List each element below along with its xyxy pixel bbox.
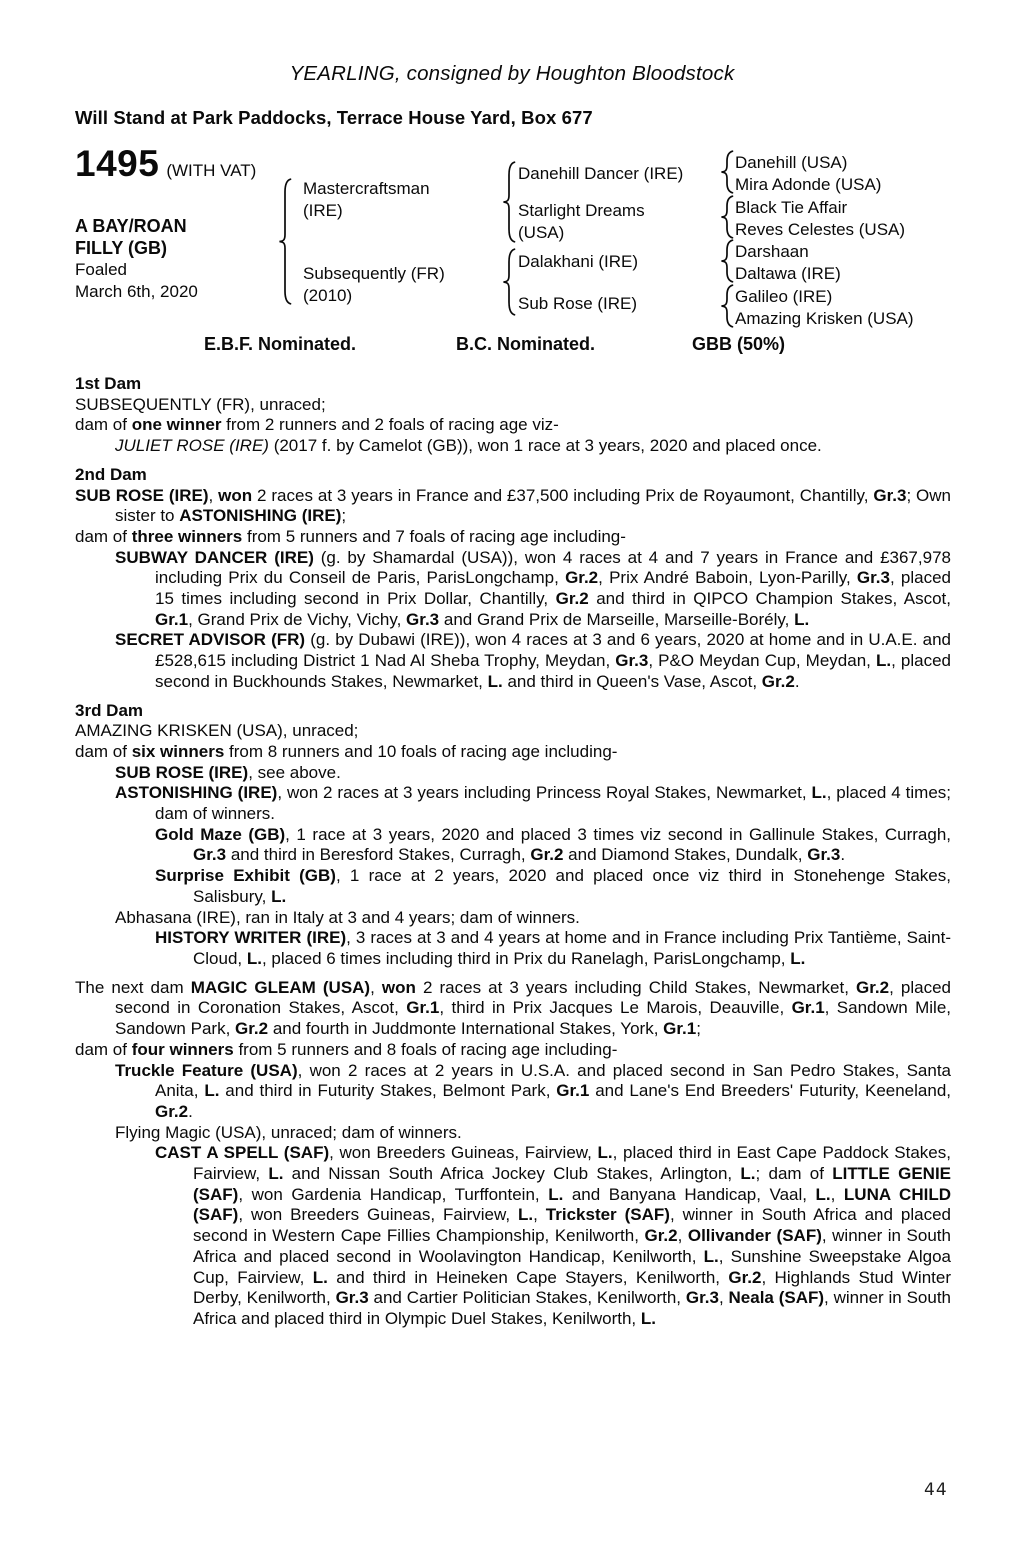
vat-note: (WITH VAT) — [166, 161, 257, 180]
catalog-paragraph: Abhasana (IRE), ran in Italy at 3 and 4 years; dam of winners. — [115, 907, 580, 927]
ebf-nomination: E.B.F. Nominated. — [204, 334, 357, 354]
catalog-paragraph: dam of six winners from 8 runners and 10 foals of racing age including- — [75, 741, 618, 761]
horse-description — [75, 215, 198, 303]
pedigree-tree — [0, 145, 1024, 335]
catalog-paragraph: dam of three winners from 5 runners and 7 foals of racing age including- — [75, 526, 626, 546]
foaled-label: Foaled — [75, 260, 127, 279]
pedigree-brace — [720, 150, 734, 200]
pedigree-gen3-node: Danehill (USA) — [735, 153, 848, 172]
pedigree-gen2-node: Danehill Dancer (IRE) — [518, 164, 684, 183]
catalog-paragraph: SUBWAY DANCER (IRE) (g. by Shamardal (USA)), won 4 races at 4 and 7 years in France and £367,978 including Prix du Conseil de Paris, ParisLongchamp, Gr.2, Prix André Baboin, Lyon-Parilly, Gr.3, placed 15 times including second in Prix Dollar, Chantilly, Gr.2 and third in QIPCO Champion Stakes, Ascot, Gr.1, Grand Prix de Vichy, Vichy, Gr.3 and Grand Prix de Marseille, Marseille-Borély, L. — [115, 547, 952, 629]
pedigree-gen3-node: Daltawa (IRE) — [735, 264, 841, 283]
section-heading: 3rd Dam — [75, 700, 144, 720]
page-title: YEARLING, consigned by Houghton Bloodstock — [289, 62, 735, 85]
catalog-paragraph: JULIET ROSE (IRE) (2017 f. by Camelot (GB)), won 1 race at 3 years, 2020 and placed once. — [115, 436, 822, 456]
pedigree-brace — [720, 239, 734, 289]
pedigree-gen2-node: Sub Rose (IRE) — [518, 294, 638, 313]
pedigree-gen3-node: Galileo (IRE) — [735, 287, 833, 306]
pedigree-gen3-node: Reves Celestes (USA) — [735, 220, 906, 239]
pedigree-dam: Subsequently (FR) (2010) — [303, 264, 445, 305]
pedigree-gen2-node: Dalakhani (IRE) — [518, 252, 638, 271]
pedigree-brace — [278, 178, 292, 311]
catalog-paragraph: Gold Maze (GB), 1 race at 3 years, 2020 and placed 3 times viz second in Gallinule Stakes, Curragh, Gr.3 and third in Beresford Stakes, Curragh, Gr.2 and Diamond Stakes, Dundalk, Gr.3. — [155, 824, 951, 865]
foaled-date: March 6th, 2020 — [75, 282, 198, 301]
catalog-body — [75, 374, 951, 1330]
bc-nomination: B.C. Nominated. — [456, 334, 596, 354]
pedigree-brace — [502, 161, 516, 249]
dam-section — [75, 374, 951, 457]
pedigree-brace — [720, 284, 734, 334]
lot-number: 1495 — [75, 143, 160, 184]
dam-section — [75, 701, 951, 970]
dam-section — [75, 978, 951, 1330]
section-heading: 1st Dam — [75, 374, 142, 393]
gbb-scheme: GBB (50%) — [692, 334, 786, 354]
stand-location: Will Stand at Park Paddocks, Terrace House Yard, Box 677 — [75, 107, 593, 128]
horse-colour-line: A BAY/ROAN — [75, 216, 187, 236]
catalog-paragraph: Flying Magic (USA), unraced; dam of winners. — [115, 1122, 462, 1142]
catalog-paragraph: AMAZING KRISKEN (USA), unraced; — [75, 721, 359, 741]
pedigree-gen2-node: Starlight Dreams (USA) — [518, 201, 645, 242]
catalog-paragraph: Truckle Feature (USA), won 2 races at 2 years in U.S.A. and placed second in San Pedro Stakes, Santa Anita, L. and third in Futurity Stakes, Belmont Park, Gr.1 and Lane's End Breeders' Futurity, Keeneland, Gr.2. — [115, 1060, 952, 1121]
pedigree-gen3-node: Mira Adonde (USA) — [735, 175, 882, 194]
section-heading: 2nd Dam — [75, 464, 147, 484]
page-number: 44 — [924, 1480, 948, 1500]
lot-line — [75, 143, 257, 184]
catalog-paragraph: SUB ROSE (IRE), won 2 races at 3 years in France and £37,500 including Prix de Royaumont, Chantilly, Gr.3; Own sister to ASTONISHING (IRE); — [75, 485, 952, 526]
pedigree-brace — [502, 248, 516, 322]
catalog-paragraph: SUBSEQUENTLY (FR), unraced; — [75, 394, 326, 414]
horse-sex-line: FILLY (GB) — [75, 238, 168, 258]
catalog-paragraph: dam of one winner from 2 runners and 2 foals of racing age viz- — [75, 415, 559, 435]
catalog-paragraph: CAST A SPELL (SAF), won Breeders Guineas, Fairview, L., placed third in East Cape Paddock Stakes, Fairview, L. and Nissan South Africa Jockey Club Stakes, Arlington, L.; dam of LITTLE GENIE (SAF), won Gardenia Handicap, Turffontein, L. and Banyana Handicap, Vaal, L., LUNA CHILD (SAF), won Breeders Guineas, Fairview, L., Trickster (SAF), winner in South Africa and placed second in Western Cape Fillies Championship, Kenilworth, Gr.2, Ollivander (SAF), winner in South Africa and placed second in Woolavington Handicap, Kenilworth, L., Sunshine Sweepstake Algoa Cup, Fairview, L. and third in Heineken Cape Stayers, Kenilworth, Gr.2, Highlands Stud Winter Derby, Kenilworth, Gr.3 and Cartier Politician Stakes, Kenilworth, Gr.3, Neala (SAF), winner in South Africa and placed third in Olympic Duel Stakes, Kenilworth, L. — [155, 1143, 952, 1328]
catalog-paragraph: dam of four winners from 5 runners and 8 foals of racing age including- — [75, 1039, 618, 1059]
catalog-paragraph: SUB ROSE (IRE), see above. — [115, 762, 341, 782]
pedigree-gen3-node: Black Tie Affair — [735, 198, 848, 217]
pedigree-gen3-node: Darshaan — [735, 242, 809, 261]
catalog-paragraph: HISTORY WRITER (IRE), 3 races at 3 and 4 years at home and in France including Prix Tantième, Saint-Cloud, L., placed 6 times including third in Prix du Ranelagh, ParisLongchamp, L. — [155, 928, 951, 968]
catalog-paragraph: SECRET ADVISOR (FR) (g. by Dubawi (IRE)), won 4 races at 3 and 6 years, 2020 at home and in U.A.E. and £528,615 including District 1 Nad Al Sheba Trophy, Meydan, Gr.3, P&O Meydan Cup, Meydan, L., placed second in Buckhounds Stakes, Newmarket, L. and third in Queen's Vase, Ascot, Gr.2. — [115, 630, 951, 691]
catalog-paragraph: ASTONISHING (IRE), won 2 races at 3 years including Princess Royal Stakes, Newmarket, L., placed 4 times; dam of winners. — [115, 783, 952, 824]
dam-section — [75, 465, 951, 693]
catalog-paragraph: The next dam MAGIC GLEAM (USA), won 2 races at 3 years including Child Stakes, Newmarket, Gr.2, placed second in Coronation Stakes, Ascot, Gr.1, third in Prix Jacques Le Marois, Deauville, Gr.1, Sandown Mile, Sandown Park, Gr.2 and fourth in Juddmonte International Stakes, York, Gr.1; — [75, 977, 952, 1039]
nominations-row — [0, 334, 1024, 358]
pedigree-sire: Mastercraftsman (IRE) — [303, 179, 430, 220]
pedigree-brace — [720, 195, 734, 245]
pedigree-gen3-node: Amazing Krisken (USA) — [735, 309, 914, 328]
catalog-paragraph: Surprise Exhibit (GB), 1 race at 2 years, 2020 and placed once viz third in Stonehenge Stakes, Salisbury, L. — [155, 866, 951, 906]
